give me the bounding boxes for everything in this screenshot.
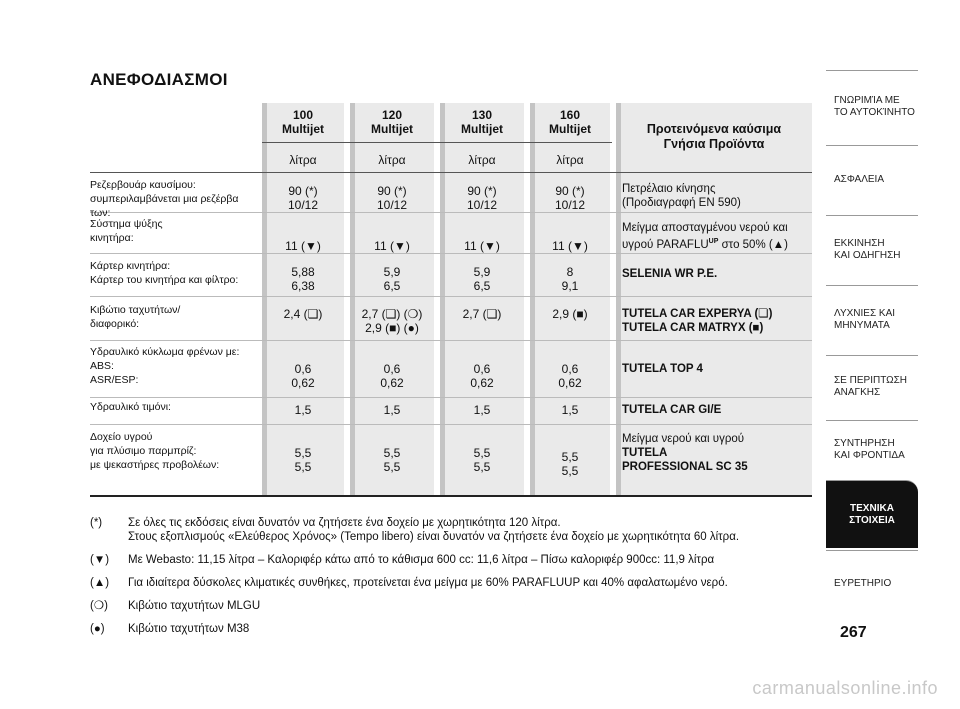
- row-label: Κάρτερ κινητήρα: Κάρτερ του κινητήρα και φίλτρο:: [90, 260, 239, 286]
- row-label: Σύστημα ψύξης κινητήρα:: [90, 218, 163, 244]
- nav-item[interactable]: ΤΕΧΝΙΚΑ ΣΤΟΙΧΕΙΑ: [826, 480, 918, 548]
- row-divider: [90, 424, 812, 425]
- table-cell: 90 (*) 10/12: [466, 184, 498, 212]
- footnote: (❍) Κιβώτιο ταχυτήτων MLGU: [90, 600, 261, 612]
- footnote: (▼) Με Webasto: 11,15 λίτρα – Καλοριφέρ κάτω από το κάθισμα 600 cc: 11,6 λίτρα – Πίσω καλοριφέρ 900cc: 11,9 λίτρα: [90, 554, 715, 566]
- footnotes: [90, 516, 810, 645]
- recommended-product: SELENIA WR P.E.: [622, 268, 718, 280]
- row-label: Κιβώτιο ταχυτήτων/ διαφορικό:: [90, 304, 181, 330]
- table-cell: 2,4 (❏): [283, 307, 323, 321]
- row-divider: [90, 340, 812, 341]
- row-label: Υδραυλικό κύκλωμα φρένων με: ABS: ASR/ESP:: [90, 346, 240, 386]
- column-header: 130 Multijet: [461, 108, 503, 136]
- footer-watermark: carmanualsonline.info: [752, 678, 938, 698]
- table-cell: 11 (▼): [374, 239, 410, 253]
- table-cell: 5,9 6,5: [473, 265, 491, 293]
- footnote: (▲) Για ιδιαίτερα δύσκολες κλιματικές συνθήκες, προτείνεται ένα μείγμα με 60% PARAFLUUP και 40% αφαλατωμένο νερό.: [90, 577, 728, 589]
- nav-item[interactable]: ΛΥΧΝΙΕΣ ΚΑΙ ΜΗΝΥΜΑΤΑ: [826, 285, 918, 353]
- recommended-product: TUTELA CAR GI/E: [622, 404, 722, 416]
- column-header: 100 Multijet: [282, 108, 324, 136]
- column-header: 160 Multijet: [549, 108, 591, 136]
- column-unit: λίτρα: [289, 153, 317, 167]
- table-cell: 90 (*) 10/12: [554, 184, 586, 212]
- table-cell: 5,5 5,5: [473, 446, 491, 474]
- table-cell: 5,5 5,5: [294, 446, 312, 474]
- nav-item[interactable]: ΑΣΦΑΛΕΙΑ: [826, 145, 918, 213]
- table-cell: 11 (▼): [464, 239, 500, 253]
- row-divider: [90, 296, 812, 297]
- page-number: 267: [840, 624, 867, 641]
- nav-item[interactable]: ΣΕ ΠΕΡΙΠΤΩΣΗ ΑΝΑΓΚΗΣ: [826, 355, 918, 417]
- recommended-product: TUTELA CAR EXPERYA (❏) TUTELA CAR MATRYX (■): [622, 308, 773, 334]
- recommended-product: Πετρέλαιο κίνησης (Προδιαγραφή EN 590): [622, 183, 741, 209]
- table-cell: 1,5: [294, 403, 312, 417]
- table-cell: 11 (▼): [552, 239, 588, 253]
- footnote: (●) Κιβώτιο ταχυτήτων M38: [90, 623, 250, 635]
- table-cell: 11 (▼): [285, 239, 321, 253]
- footnote: (*) Σε όλες τις εκδόσεις είναι δυνατόν να ζητήσετε ένα δοχείο με χωρητικότητα 120 λίτρα. Στους εξοπλισμούς «Ελεύθερος Χρόνος» (Tempo libero) είναι δυνατόν να ζητήσετε ένα δοχείο με χωρητικότητα 60 λίτρα.: [90, 517, 740, 543]
- table-cell: 5,5 5,5: [561, 450, 579, 478]
- table-bottom-line: [90, 495, 812, 497]
- column-header: 120 Multijet: [371, 108, 413, 136]
- table-cell: 5,9 6,5: [383, 265, 401, 293]
- recommended-product: TUTELA TOP 4: [622, 363, 703, 375]
- table-cell: 0,6 0,62: [470, 362, 494, 390]
- nav-item[interactable]: ΣΥΝΤΗΡΗΣΗ ΚΑΙ ΦΡΟΝΤΙΔΑ: [826, 420, 918, 478]
- table-cell: 2,9 (■): [552, 307, 588, 321]
- page-title: ΑΝΕΦΟΔΙΑΣΜΟΙ: [90, 70, 228, 89]
- header-divider: [262, 142, 612, 143]
- table-cell: 0,6 0,62: [291, 362, 315, 390]
- nav-item[interactable]: ΕΥΡΕΤΗΡΙΟ: [826, 550, 918, 616]
- nav-item[interactable]: ΓΝΩΡΙΜΊΑ ΜΕ ΤΟ ΑΥΤΟΚΊΝΗΤΟ: [826, 70, 918, 142]
- column-unit: λίτρα: [378, 153, 406, 167]
- row-label: Ρεζερβουάρ καυσίμου: συμπεριλαμβάνεται μια ρεζέρβα των:: [90, 179, 239, 219]
- nav-item[interactable]: ΕΚΚΙΝΗΣΗ ΚΑΙ ΟΔΗΓΗΣΗ: [826, 215, 918, 283]
- row-label: Δοχείο υγρού για πλύσιμο παρμπρίζ: με ψεκαστήρες προβολέων:: [90, 431, 220, 471]
- column-unit: λίτρα: [556, 153, 584, 167]
- table-cell: 1,5: [473, 403, 491, 417]
- products-header: Προτεινόμενα καύσιμα Γνήσια Προϊόντα: [646, 122, 782, 151]
- table-cell: 2,7 (❏) (❍) 2,9 (■) (●): [361, 307, 423, 335]
- table-cell: 90 (*) 10/12: [287, 184, 319, 212]
- table-cell: 0,6 0,62: [558, 362, 582, 390]
- table-cell: 0,6 0,62: [380, 362, 404, 390]
- recommended-product: Μείγμα αποσταγμένου νερού και υγρού $PARAFLU^{UP}$ στο 50% (▲): [622, 222, 788, 251]
- column-unit: λίτρα: [468, 153, 496, 167]
- recommended-product: Μείγμα νερού και υγρού TUTELA PROFESSIONAL SC 35: [622, 433, 748, 473]
- header-bottom-line: [90, 172, 812, 173]
- table-cell: 5,5 5,5: [383, 446, 401, 474]
- row-label: Υδραυλικό τιμόνι:: [90, 401, 171, 413]
- table-cell: 1,5: [561, 403, 579, 417]
- table-cell: 5,88 6,38: [291, 265, 315, 293]
- row-divider: [90, 253, 812, 254]
- row-divider: [90, 397, 812, 398]
- table-cell: 2,7 (❏): [462, 307, 502, 321]
- table-cell: 90 (*) 10/12: [376, 184, 408, 212]
- table-cell: 1,5: [383, 403, 401, 417]
- table-cell: 8 9,1: [561, 265, 579, 293]
